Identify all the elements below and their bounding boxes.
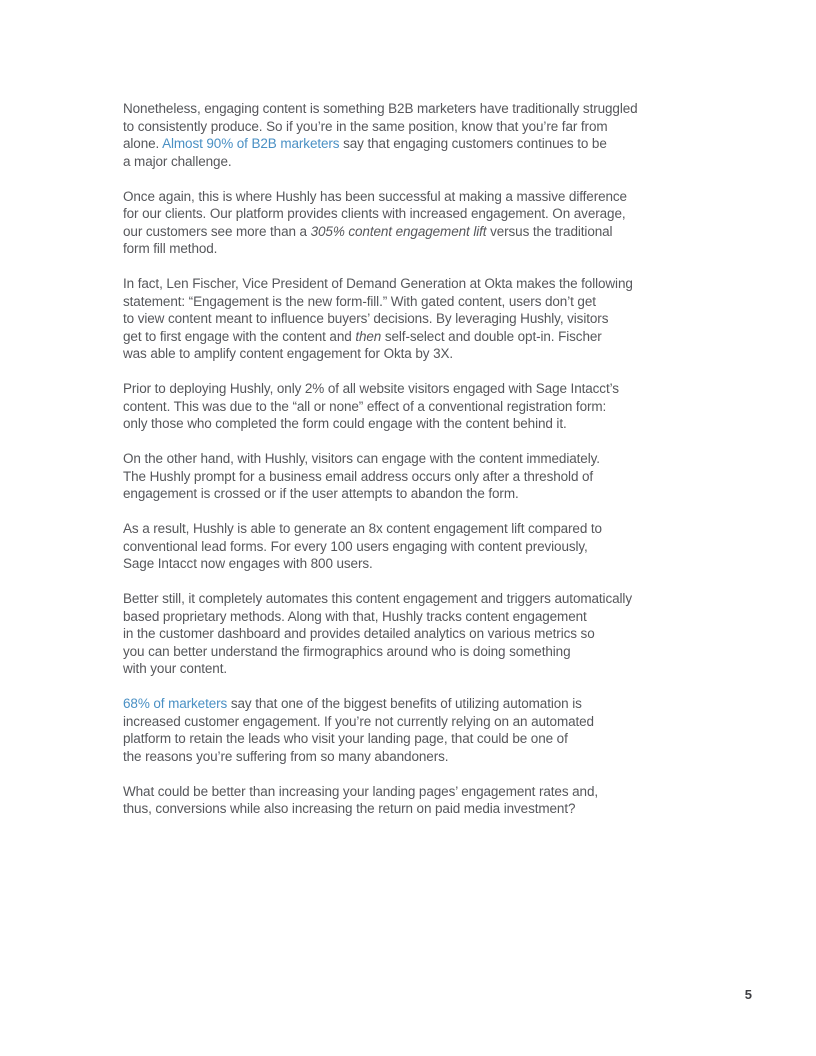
text-segment: alone. xyxy=(123,136,163,151)
text-segment: was able to amplify content engagement for Okta by 3X. xyxy=(123,346,454,361)
text-segment: As a result, Hushly is able to generate an 8x content engagement lift compared to xyxy=(123,521,602,536)
paragraph-5 xyxy=(123,450,701,503)
text-line xyxy=(123,118,701,136)
text-segment: Nonetheless, engaging content is something B2B marketers have traditionally struggled xyxy=(123,101,638,116)
text-segment: in the customer dashboard and provides detailed analytics on various metrics so xyxy=(123,626,595,641)
paragraph-1 xyxy=(123,100,701,170)
text-segment: to view content meant to influence buyers’ decisions. By leveraging Hushly, visitors xyxy=(123,311,609,326)
text-segment: versus the traditional xyxy=(486,223,613,239)
paragraph-4 xyxy=(123,380,701,433)
text-line xyxy=(123,800,701,818)
text-line xyxy=(123,730,701,748)
text-segment: content. This was due to the “all or none” effect of a conventional registration form: xyxy=(123,398,607,414)
text-line xyxy=(123,135,701,153)
text-segment: The Hushly prompt for a business email address occurs only after a threshold of xyxy=(123,468,594,484)
text-line xyxy=(123,625,701,643)
text-segment: our customers see more than a xyxy=(123,223,311,239)
text-line xyxy=(123,398,701,416)
text-line xyxy=(123,643,701,661)
text-line xyxy=(123,293,701,311)
text-segment: On the other hand, with Hushly, visitors can engage with the content immediately. xyxy=(123,451,600,466)
text-line xyxy=(123,415,701,433)
paragraph-9 xyxy=(123,783,701,818)
text-line xyxy=(123,520,701,538)
text-line xyxy=(123,275,701,293)
text-line xyxy=(123,380,701,398)
emphasized-text: then xyxy=(355,328,382,344)
text-line xyxy=(123,153,701,171)
text-line xyxy=(123,100,701,118)
text-segment: What could be better than increasing your landing pages’ engagement rates and, xyxy=(123,783,599,799)
link-68-of-marketers[interactable]: 68% of marketers xyxy=(123,696,228,711)
text-segment: form fill method. xyxy=(123,241,218,256)
text-segment: Better still, it completely automates this content engagement and triggers automatically xyxy=(123,591,632,606)
text-segment: the reasons you’re suffering from so many abandoners. xyxy=(123,748,449,764)
paragraph-2 xyxy=(123,188,701,258)
text-segment: to consistently produce. So if you’re in the same position, know that you’re far from xyxy=(123,118,608,134)
text-segment: say that engaging customers continues to be xyxy=(339,136,607,151)
text-line xyxy=(123,345,701,363)
text-segment: increased customer engagement. If you’re not currently relying on an automated xyxy=(123,713,594,729)
text-line xyxy=(123,608,701,626)
text-line xyxy=(123,783,701,801)
text-segment: thus, conversions while also increasing the return on paid media investment? xyxy=(123,801,576,816)
text-segment: self-select and double opt-in. Fischer xyxy=(381,328,602,344)
text-segment: only those who completed the form could engage with the content behind it. xyxy=(123,416,567,431)
text-segment: Prior to deploying Hushly, only 2% of all website visitors engaged with Sage Intacct’s xyxy=(123,381,619,396)
text-segment: get to first engage with the content and xyxy=(123,328,356,344)
page-number: 5 xyxy=(744,987,752,1002)
text-segment: you can better understand the firmographics around who is doing something xyxy=(123,643,571,659)
text-line xyxy=(123,555,701,573)
text-line xyxy=(123,538,701,556)
text-segment: In fact, Len Fischer, Vice President of Demand Generation at Okta makes the following xyxy=(123,276,633,291)
text-segment: Sage Intacct now engages with 800 users. xyxy=(123,556,373,571)
text-line xyxy=(123,450,701,468)
text-line xyxy=(123,188,701,206)
paragraph-8 xyxy=(123,695,701,765)
text-segment: a major challenge. xyxy=(123,153,232,169)
text-line xyxy=(123,485,701,503)
text-line xyxy=(123,310,701,328)
text-segment: conventional lead forms. For every 100 users engaging with content previously, xyxy=(123,538,588,554)
paragraph-3 xyxy=(123,275,701,363)
document-body xyxy=(123,100,701,818)
text-line xyxy=(123,205,701,223)
link-almost-90-of-b2b-marketers[interactable]: Almost 90% of B2B marketers xyxy=(162,136,340,151)
text-line xyxy=(123,328,701,346)
text-segment: Once again, this is where Hushly has been successful at making a massive difference xyxy=(123,188,627,204)
text-segment: for our clients. Our platform provides clients with increased engagement. On average, xyxy=(123,206,626,221)
text-segment: based proprietary methods. Along with that, Hushly tracks content engagement xyxy=(123,608,587,624)
paragraph-6 xyxy=(123,520,701,573)
text-line xyxy=(123,240,701,258)
text-line xyxy=(123,223,701,241)
text-line xyxy=(123,660,701,678)
text-line xyxy=(123,748,701,766)
text-line xyxy=(123,695,701,713)
text-segment: say that one of the biggest benefits of utilizing automation is xyxy=(227,696,582,711)
text-line xyxy=(123,713,701,731)
text-segment: statement: “Engagement is the new form-fill.” With gated content, users don’t get xyxy=(123,293,596,309)
text-line xyxy=(123,590,701,608)
text-segment: with your content. xyxy=(123,661,228,676)
text-segment: engagement is crossed or if the user attempts to abandon the form. xyxy=(123,486,519,501)
text-line xyxy=(123,468,701,486)
paragraph-7 xyxy=(123,590,701,678)
emphasized-text: 305% content engagement lift xyxy=(310,223,487,239)
text-segment: platform to retain the leads who visit your landing page, that could be one of xyxy=(123,731,568,746)
